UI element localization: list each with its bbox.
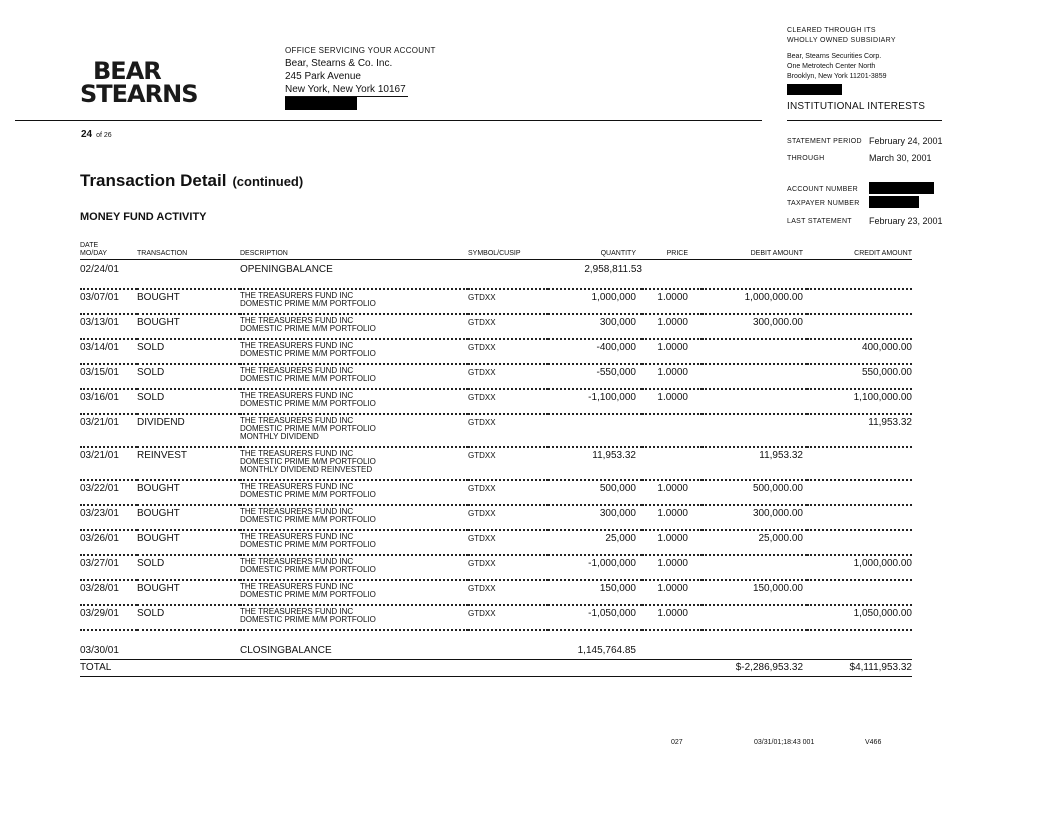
row-description xyxy=(240,555,468,580)
account-number-redacted xyxy=(869,182,934,194)
row-description xyxy=(240,289,468,314)
description-line: DOMESTIC PRIME M/M PORTFOLIO xyxy=(240,299,376,308)
redaction-bar xyxy=(787,84,842,95)
table-row xyxy=(80,314,912,339)
table-row xyxy=(80,555,912,580)
row-symbol: GTDXX xyxy=(468,530,548,555)
row-price: 1.0000 xyxy=(642,389,702,414)
col-date: DATE MO/DAY xyxy=(80,242,137,260)
description-line: THE TREASURERS FUND INC xyxy=(240,607,354,616)
row-debit xyxy=(702,555,807,580)
row-debit: 11,953.32 xyxy=(702,447,807,480)
row-description xyxy=(240,314,468,339)
row-date: 03/26/01 xyxy=(80,530,137,555)
row-symbol: GTDXX xyxy=(468,339,548,364)
row-transaction: DIVIDEND xyxy=(137,414,240,447)
row-price: 1.0000 xyxy=(642,505,702,530)
row-debit xyxy=(702,339,807,364)
row-credit: 11,953.32 xyxy=(807,414,912,447)
clearing-notice: CLEARED THROUGH ITS WHOLLY OWNED SUBSIDIARY xyxy=(787,27,896,44)
row-credit xyxy=(807,505,912,530)
row-debit xyxy=(702,605,807,630)
total-row: TOTAL $-2,286,953.32 $4,111,953.32 xyxy=(80,660,912,677)
table-row xyxy=(80,480,912,505)
row-credit xyxy=(807,580,912,605)
opening-balance-row: 02/24/01 OPENINGBALANCE 2,958,811.53 xyxy=(80,264,642,275)
table-row xyxy=(80,414,912,447)
row-transaction: BOUGHT xyxy=(137,505,240,530)
description-line: THE TREASURERS FUND INC xyxy=(240,507,354,516)
row-transaction: SOLD xyxy=(137,605,240,630)
row-description xyxy=(240,339,468,364)
page-title: Transaction Detail (continued) xyxy=(80,171,304,190)
description-line: THE TREASURERS FUND INC xyxy=(240,532,354,541)
row-symbol: GTDXX xyxy=(468,447,548,480)
row-transaction: SOLD xyxy=(137,555,240,580)
row-date: 03/15/01 xyxy=(80,364,137,389)
row-credit: 550,000.00 xyxy=(807,364,912,389)
row-debit: 300,000.00 xyxy=(702,505,807,530)
row-symbol: GTDXX xyxy=(468,289,548,314)
row-quantity: -1,000,000 xyxy=(548,555,642,580)
office-header: OFFICE SERVICING YOUR ACCOUNT xyxy=(285,46,436,55)
row-debit: 300,000.00 xyxy=(702,314,807,339)
description-line: DOMESTIC PRIME M/M PORTFOLIO xyxy=(240,565,376,574)
redaction-bar xyxy=(285,97,357,110)
row-description xyxy=(240,580,468,605)
section-title: MONEY FUND ACTIVITY xyxy=(80,211,207,223)
row-price xyxy=(642,447,702,480)
row-description xyxy=(240,530,468,555)
row-credit: 1,000,000.00 xyxy=(807,555,912,580)
row-debit: 25,000.00 xyxy=(702,530,807,555)
description-line: DOMESTIC PRIME M/M PORTFOLIO xyxy=(240,540,376,549)
last-statement-label: LAST STATEMENT xyxy=(787,218,852,225)
row-date: 03/21/01 xyxy=(80,414,137,447)
row-symbol: GTDXX xyxy=(468,314,548,339)
row-credit xyxy=(807,530,912,555)
row-quantity: 150,000 xyxy=(548,580,642,605)
row-symbol: GTDXX xyxy=(468,389,548,414)
row-quantity: 1,000,000 xyxy=(548,289,642,314)
table-row xyxy=(80,505,912,530)
row-price: 1.0000 xyxy=(642,580,702,605)
row-quantity: 25,000 xyxy=(548,530,642,555)
row-credit xyxy=(807,289,912,314)
row-price: 1.0000 xyxy=(642,530,702,555)
through-label: THROUGH xyxy=(787,155,825,162)
row-quantity: -400,000 xyxy=(548,339,642,364)
row-description xyxy=(240,505,468,530)
row-symbol: GTDXX xyxy=(468,364,548,389)
header-divider-right xyxy=(787,120,942,121)
table-row xyxy=(80,605,912,630)
row-transaction: BOUGHT xyxy=(137,580,240,605)
row-description xyxy=(240,364,468,389)
row-date: 03/28/01 xyxy=(80,580,137,605)
table-row xyxy=(80,289,912,314)
row-debit: 500,000.00 xyxy=(702,480,807,505)
row-symbol: GTDXX xyxy=(468,480,548,505)
description-line: DOMESTIC PRIME M/M PORTFOLIO xyxy=(240,590,376,599)
row-transaction: SOLD xyxy=(137,339,240,364)
description-line: DOMESTIC PRIME M/M PORTFOLIO xyxy=(240,324,376,333)
row-price: 1.0000 xyxy=(642,289,702,314)
footer-timestamp: 03/31/01;18:43 001 xyxy=(754,739,815,746)
row-description xyxy=(240,414,468,447)
clearing-address: Bear, Stearns Securities Corp. One Metrotech Center North Brooklyn, New York 11201-3859 xyxy=(787,52,887,95)
table-row xyxy=(80,389,912,414)
row-quantity: 500,000 xyxy=(548,480,642,505)
row-credit: 400,000.00 xyxy=(807,339,912,364)
row-description xyxy=(240,447,468,480)
col-transaction: TRANSACTION xyxy=(137,242,240,260)
table-header xyxy=(80,242,912,260)
office-city: New York, New York 10167 xyxy=(285,84,406,95)
row-price: 1.0000 xyxy=(642,364,702,389)
footer-code: 027 xyxy=(671,739,683,746)
description-line: THE TREASURERS FUND INC xyxy=(240,557,354,566)
header-divider xyxy=(15,120,762,121)
office-name: Bear, Stearns & Co. Inc. xyxy=(285,58,393,69)
office-street: 245 Park Avenue xyxy=(285,71,361,82)
row-symbol: GTDXX xyxy=(468,580,548,605)
through-value: March 30, 2001 xyxy=(869,153,932,163)
description-line: THE TREASURERS FUND INC xyxy=(240,416,354,425)
taxpayer-number-label: TAXPAYER NUMBER xyxy=(787,200,860,207)
row-symbol: GTDXX xyxy=(468,505,548,530)
row-date: 03/07/01 xyxy=(80,289,137,314)
account-type: INSTITUTIONAL INTERESTS xyxy=(787,101,926,112)
statement-period-value: February 24, 2001 xyxy=(869,136,943,146)
row-symbol: GTDXX xyxy=(468,414,548,447)
row-quantity: 300,000 xyxy=(548,505,642,530)
description-line: THE TREASURERS FUND INC xyxy=(240,391,354,400)
col-debit: DEBIT AMOUNT xyxy=(702,242,807,260)
page-number: 24 of 26 xyxy=(81,129,112,140)
row-transaction: BOUGHT xyxy=(137,314,240,339)
table-row xyxy=(80,447,912,480)
col-quantity: QUANTITY xyxy=(548,242,642,260)
row-debit xyxy=(702,389,807,414)
row-date: 03/13/01 xyxy=(80,314,137,339)
row-symbol: GTDXX xyxy=(468,555,548,580)
description-line: DOMESTIC PRIME M/M PORTFOLIO xyxy=(240,349,376,358)
description-line: THE TREASURERS FUND INC xyxy=(240,366,354,375)
table-row xyxy=(80,580,912,605)
row-transaction: BOUGHT xyxy=(137,480,240,505)
row-price: 1.0000 xyxy=(642,339,702,364)
description-line: THE TREASURERS FUND INC xyxy=(240,291,354,300)
row-quantity: 11,953.32 xyxy=(548,447,642,480)
row-price: 1.0000 xyxy=(642,314,702,339)
description-line: DOMESTIC PRIME M/M PORTFOLIO xyxy=(240,490,376,499)
account-number-label: ACCOUNT NUMBER xyxy=(787,186,858,193)
description-line: THE TREASURERS FUND INC xyxy=(240,482,354,491)
table-row xyxy=(80,339,912,364)
row-credit xyxy=(807,480,912,505)
row-date: 03/27/01 xyxy=(80,555,137,580)
row-credit xyxy=(807,314,912,339)
description-line: THE TREASURERS FUND INC xyxy=(240,449,354,458)
col-description: DESCRIPTION xyxy=(240,242,468,260)
row-transaction: SOLD xyxy=(137,364,240,389)
description-line: DOMESTIC PRIME M/M PORTFOLIO xyxy=(240,615,376,624)
description-line: DOMESTIC PRIME M/M PORTFOLIO xyxy=(240,424,376,433)
col-credit: CREDIT AMOUNT xyxy=(807,242,912,260)
row-date: 03/29/01 xyxy=(80,605,137,630)
row-quantity xyxy=(548,414,642,447)
row-quantity: -1,050,000 xyxy=(548,605,642,630)
row-debit: 150,000.00 xyxy=(702,580,807,605)
row-transaction: SOLD xyxy=(137,389,240,414)
description-line: DOMESTIC PRIME M/M PORTFOLIO xyxy=(240,515,376,524)
description-line: DOMESTIC PRIME M/M PORTFOLIO xyxy=(240,374,376,383)
row-date: 03/21/01 xyxy=(80,447,137,480)
row-transaction: REINVEST xyxy=(137,447,240,480)
row-price: 1.0000 xyxy=(642,605,702,630)
row-debit xyxy=(702,364,807,389)
row-credit xyxy=(807,447,912,480)
row-date: 03/14/01 xyxy=(80,339,137,364)
description-line: THE TREASURERS FUND INC xyxy=(240,582,354,591)
row-quantity: -1,100,000 xyxy=(548,389,642,414)
row-debit: 1,000,000.00 xyxy=(702,289,807,314)
row-transaction: BOUGHT xyxy=(137,289,240,314)
row-symbol: GTDXX xyxy=(468,605,548,630)
col-price: PRICE xyxy=(642,242,702,260)
row-credit: 1,050,000.00 xyxy=(807,605,912,630)
row-description xyxy=(240,605,468,630)
transaction-table xyxy=(80,242,912,677)
bear-stearns-logo: BEAR STEARNS xyxy=(80,57,198,108)
description-line: THE TREASURERS FUND INC xyxy=(240,341,354,350)
row-description xyxy=(240,480,468,505)
table-row xyxy=(80,364,912,389)
statement-period-label: STATEMENT PERIOD xyxy=(787,138,862,145)
row-quantity: -550,000 xyxy=(548,364,642,389)
row-credit: 1,100,000.00 xyxy=(807,389,912,414)
office-address-block xyxy=(285,44,436,110)
closing-balance-row: 03/30/01 CLOSINGBALANCE 1,145,764.85 xyxy=(80,630,912,660)
table-row xyxy=(80,530,912,555)
last-statement-value: February 23, 2001 xyxy=(869,216,943,226)
row-description xyxy=(240,389,468,414)
description-line: THE TREASURERS FUND INC xyxy=(240,316,354,325)
description-line: MONTHLY DIVIDEND REINVESTED xyxy=(240,465,373,474)
description-line: MONTHLY DIVIDEND xyxy=(240,432,319,441)
description-line: DOMESTIC PRIME M/M PORTFOLIO xyxy=(240,457,376,466)
row-price: 1.0000 xyxy=(642,555,702,580)
row-transaction: BOUGHT xyxy=(137,530,240,555)
row-date: 03/23/01 xyxy=(80,505,137,530)
col-symbol: SYMBOL/CUSIP xyxy=(468,242,548,260)
row-quantity: 300,000 xyxy=(548,314,642,339)
footer-version: V466 xyxy=(865,739,882,746)
row-date: 03/22/01 xyxy=(80,480,137,505)
row-price xyxy=(642,414,702,447)
description-line: DOMESTIC PRIME M/M PORTFOLIO xyxy=(240,399,376,408)
taxpayer-number-redacted xyxy=(869,196,919,208)
row-price: 1.0000 xyxy=(642,480,702,505)
row-date: 03/16/01 xyxy=(80,389,137,414)
row-debit xyxy=(702,414,807,447)
